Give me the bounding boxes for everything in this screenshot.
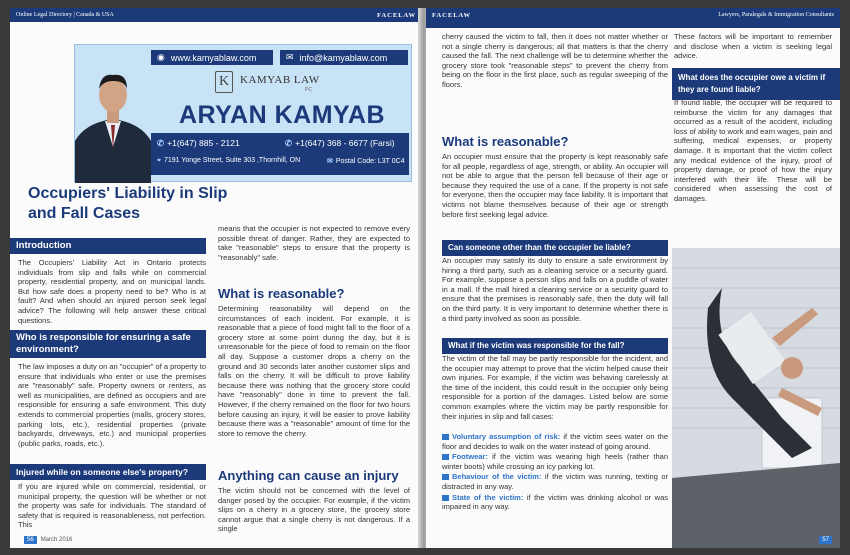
- left-page-number: 56: [24, 536, 37, 544]
- ad-phone-1: [157, 138, 240, 149]
- right-header-tagline: Lawyers, Paralegals & Immigration Consultants: [718, 12, 834, 18]
- colA-top-text: cherry caused the victim to fall, then it does not matter whether or not a single cherry is dangerous; all that matters is that the cherry caused the fall. The next challenge will be to determine whether the grocery store took "reasonable steps" to prevent the cherry from being on the floor in the first place, such as regular sweeping of the floors.: [442, 32, 668, 89]
- victim-responsible-heading: What if the victim was responsible for the fall?: [442, 338, 668, 354]
- ad-firm-suffix: PC: [305, 87, 312, 93]
- ad-firm-name: KAMYAB LAW: [240, 74, 320, 86]
- left-header-directory: Online Legal Directory | Canada & USA: [16, 12, 114, 18]
- example-label: State of the victim:: [452, 492, 524, 502]
- bullet-square-icon: [442, 495, 449, 501]
- example-text: if the victim sees water on the floor and decides to walk on the water instead of going around.: [442, 432, 668, 451]
- someone-other-text: An occupier may satisfy its duty to ensure a safe environment by hiring a third party, such as a cleaning service or a security guard. For example, suppose a person slips and falls on a puddle of water in a mall. If the mall hired a cleaning service or a security guard to ensure that the premises is reasonably safe, then the duty will fall on the third party. It is very important to determine whether there is a third party involved as soon as possible.: [442, 256, 668, 323]
- examples-list: [442, 432, 668, 513]
- example-text: if the victim was wearing high heels (rather than winter boots) while crossing an icy parking lot.: [442, 452, 668, 471]
- ad-address-text: 7191 Yonge Street, Suite 303 ,Thornhill, ON: [163, 157, 301, 164]
- what-reasonable-heading-right: What is reasonable?: [442, 134, 569, 149]
- anything-text: The victim should not be concerned with the level of danger posed by the occupier. For example, if the victim slips on a cherry in a grocery store, the grocery store cannot argue that a single cherry is not dangerous. If a single: [218, 486, 410, 534]
- ad-website[interactable]: [151, 50, 273, 65]
- victim-responsible-text: The victim of the fall may be partly responsible for the incident, and the occupier may attempt to prove that the victim helped cause their own injuries. For example, if the victim was behaving carelessly at the time of the incident, this could result in the occupier only being responsible for a portion of the damages. Listed below are some common examples where the victim may be partly responsible for their injuries in slip and fall cases:: [442, 354, 668, 421]
- what-reasonable-text-right: An occupier must ensure that the property is kept reasonably safe for all people, regardless of age, strength, or ability. An occupier will not be able to argue that the person fell because of their age or because they required the use of a cane. If the property is not safe for everyone, then the occupier may face liability. It is important that victims not blame themselves because of their age or strength before first seeking legal advice.: [442, 152, 668, 219]
- ad-website-text: www.kamyablaw.com: [170, 52, 257, 63]
- injured-text: If you are injured while on commercial, residential, or municipal property, the question will be whether or not the property was safe for individuals. The standard of safety that is required is reasonableness, not perfection. This: [18, 482, 206, 530]
- right-header-brand: FACELAW: [432, 11, 472, 19]
- responsible-text: The law imposes a duty on an "occupier" of a property to ensure that individuals who enter or use the premises are "reasonably" safe. Property owners or renters, as well as municipalities, are defined as occupiers and are responsible for ensuring a safe environment. This duty extends to commercial properties (malls, grocery stores, parking lots, etc.), residential properties (private backyards, driveways, etc.) and municipal properties (public parks, roads, etc.).: [18, 362, 206, 448]
- what-reasonable-text-left: Determining reasonability will depend on the circumstances of each incident. For example, it is reasonable that a piece of food might fall to the floor of a grocery store at some point during the day, but it is unreasonable for the piece of food to remain on the floor all day. Suppose a customer drops a cherry on the ground and 30 seconds later another customer slips and falls on the cherry. It will be difficult to prove liability because there was nothing that the grocery store could have "reasonably" done in time to prevent the fall. However, if the cherry remained on the floor for two hours before causing an injury, it will be easier to prove liability because there was a "reasonable" amount of time for the store to remove the cherry.: [218, 304, 410, 438]
- right-page-number: 57: [819, 536, 832, 544]
- ad-contact-bar: [151, 133, 409, 175]
- ad-address: [157, 157, 300, 165]
- left-header: [10, 8, 422, 22]
- list-item: [442, 472, 668, 491]
- bullet-square-icon: [442, 454, 449, 460]
- left-issue: March 2016: [40, 537, 73, 543]
- example-text: if the victim was running, texting or distracted in any way.: [442, 472, 668, 491]
- list-item: [442, 452, 668, 471]
- falling-man-photo: [672, 248, 840, 548]
- right-footer: [819, 536, 832, 544]
- example-label: Behaviour of the victim:: [452, 472, 542, 482]
- ad-phone-2: [285, 138, 395, 149]
- mail-icon: ✉: [327, 158, 333, 165]
- right-page: [426, 8, 840, 548]
- mail-icon: ✉: [286, 52, 294, 62]
- someone-other-heading: Can someone other than the occupier be liable?: [442, 240, 668, 256]
- example-text: if the victim was drinking alcohol or was impaired in any way.: [442, 492, 668, 512]
- example-label: Voluntary assumption of risk:: [452, 432, 561, 441]
- ad-email-text: info@kamyablaw.com: [299, 52, 388, 63]
- left-header-brand: FACELAW: [376, 11, 416, 19]
- bullet-square-icon: [442, 434, 449, 440]
- phone-icon: ✆: [157, 138, 165, 148]
- left-footer: [24, 536, 72, 544]
- lawyer-portrait-illustration: [75, 49, 151, 183]
- ad-lawyer-name: ARYAN KAMYAB: [179, 101, 386, 129]
- article-title: Occupiers' Liability in Slip and Fall Cases: [28, 185, 228, 222]
- injured-heading: Injured while on someone else's property?: [10, 464, 206, 480]
- kamyab-logo-icon: K: [215, 71, 233, 93]
- list-item: [442, 432, 668, 451]
- location-icon: ⌖: [157, 157, 161, 164]
- ad-phone-1-text: +1(647) 885 - 2121: [167, 138, 240, 148]
- falling-man-illustration: [672, 248, 840, 548]
- right-top-rule: [426, 22, 840, 28]
- anything-heading: Anything can cause an injury: [218, 468, 399, 483]
- owe-text: If found liable, the occupier will be required to reimburse the victim for any damages that occurred as a result of the accident, including loss of ability to work and earn wages, pain and suffering, medical expenses, or property damage. It is important that the victim collect any medical evidence of the injury, proof of property damage, or proof of how the injury interfered with their life. These will be considered when assessing the cost of damages.: [674, 98, 832, 203]
- col2-top-text: means that the occupier is not expected to remove every possible threat of danger. Rather, they are expected to take "reasonable" steps to ensure that the property is "reasonably" safe.: [218, 224, 410, 262]
- ad-phone-2-text: +1(647) 368 - 6677 (Farsi): [295, 138, 395, 148]
- colB-top-text: These factors will be important to remember and disclose when a victim is seeking legal advice.: [674, 32, 832, 61]
- list-item: [442, 493, 668, 512]
- lawyer-portrait: [75, 49, 151, 183]
- what-reasonable-heading-left: What is reasonable?: [218, 286, 345, 301]
- ad-email[interactable]: [280, 50, 408, 65]
- kamyab-law-ad: [74, 44, 412, 182]
- phone-icon: ✆: [285, 138, 293, 148]
- bullet-square-icon: [442, 474, 449, 480]
- owe-heading: What does the occupier owe a victim if they are found liable?: [672, 68, 840, 100]
- right-header: [426, 8, 840, 22]
- intro-heading: Introduction: [10, 238, 206, 254]
- left-page: [10, 8, 422, 548]
- intro-text: The Occupiers' Liability Act in Ontario protects individuals from slip and falls while on commercial property, residential property, and on municipal lands. But how safe does a property need to be? Who is at fault? And when should an injured person seek legal advice? The following will help answer these critical questions.: [18, 258, 206, 325]
- responsible-heading: Who is responsible for ensuring a safe environment?: [10, 330, 206, 358]
- globe-icon: ◉: [157, 52, 165, 62]
- example-label: Footwear:: [452, 452, 488, 462]
- ad-postal-text: Postal Code: L3T 0C4: [335, 158, 405, 165]
- ad-postal: [327, 157, 405, 165]
